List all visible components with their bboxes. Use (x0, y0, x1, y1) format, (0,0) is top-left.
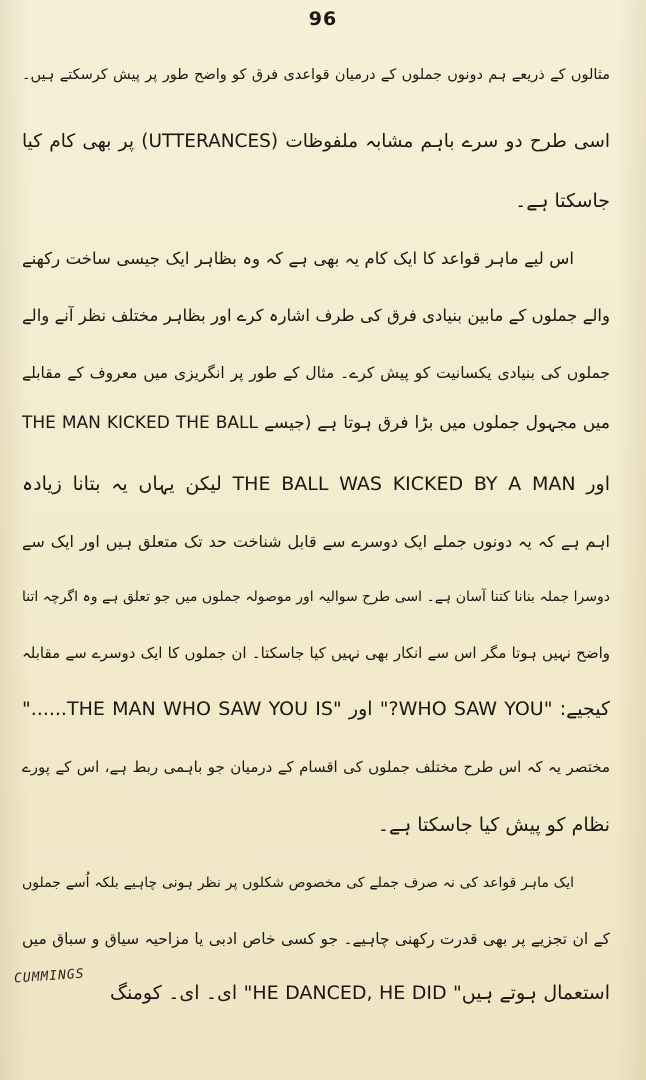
page-number: 96 (308, 8, 338, 30)
text-line: ایک ماہر قواعد کی نہ صرف جملے کی مخصوص شکلوں پر نظر ہونی چاہیے بلکہ اُسے جملوں (22, 875, 574, 891)
text-line: مختصر یہ کہ اس طرح مختلف جملوں کی اقسام کے درمیان جو باہمی ربط ہے، اس کے پورے (22, 758, 610, 776)
text-line: واضح نہیں ہوتا مگر اس سے انکار بھی نہیں کیا جاسکتا۔ ان جملوں کا ایک دوسرے سے مقابلہ (22, 644, 610, 662)
text-line: کے ان تجزیے پر بھی قدرت رکھنی چاہیے۔ جو کسی خاص ادبی یا مزاحیہ سیاق و سباق میں (22, 930, 610, 948)
text-line: میں مجہول جملوں میں بڑا فرق ہوتا ہے (جیسے THE MAN KICKED THE BALL (22, 413, 610, 433)
text-line: دوسرا جملہ بنانا کتنا آسان ہے۔ اسی طرح سوالیہ اور موصولہ جملوں میں جو تعلق ہے وہ اگرچہ اتنا (22, 589, 610, 605)
text-line: جاسکتا ہے۔ (515, 190, 610, 212)
text-line: کیجیے: "WHO SAW YOU?" اور "THE MAN WHO SAW YOU IS......" (22, 698, 610, 720)
text-line: استعمال ہوتے ہیں" HE DANCED, HE DID" ای۔ ای۔ کومنگ (110, 982, 610, 1004)
handwritten-margin-note: CUMMINGS (13, 966, 86, 987)
text-line: اسی طرح دو سرے باہم مشابہ ملفوظات (UTTERANCES) پر بھی کام کیا (22, 131, 610, 152)
text-line: نظام کو پیش کیا جاسکتا ہے۔ (377, 814, 610, 836)
text-line: اس لیے ماہر قواعد کا ایک کام یہ بھی ہے کہ وہ بظاہر ایک جیسی ساخت رکھنے (22, 249, 574, 268)
text-line: مثالوں کے ذریعے ہم دونوں جملوں کے درمیان قواعدی فرق کو واضح طور پر پیش کرسکتے ہیں۔ (22, 67, 610, 83)
text-line: اہم ہے کہ یہ دونوں جملے ایک دوسرے سے قابل شناخت حد تک متعلق ہیں اور ایک سے (22, 532, 610, 551)
text-line: اور THE BALL WAS KICKED BY A MAN لیکن یہاں یہ بتانا زیادہ (22, 473, 610, 495)
text-line: والے جملوں کے مابین بنیادی فرق کی طرف اشارہ کرے اور بظاہر مختلف نظر آنے والے (22, 306, 610, 325)
text-line: جملوں کی بنیادی یکسانیت کو پیش کرے۔ مثال کے طور پر انگریزی میں معروف کے مقابلے (22, 364, 610, 382)
